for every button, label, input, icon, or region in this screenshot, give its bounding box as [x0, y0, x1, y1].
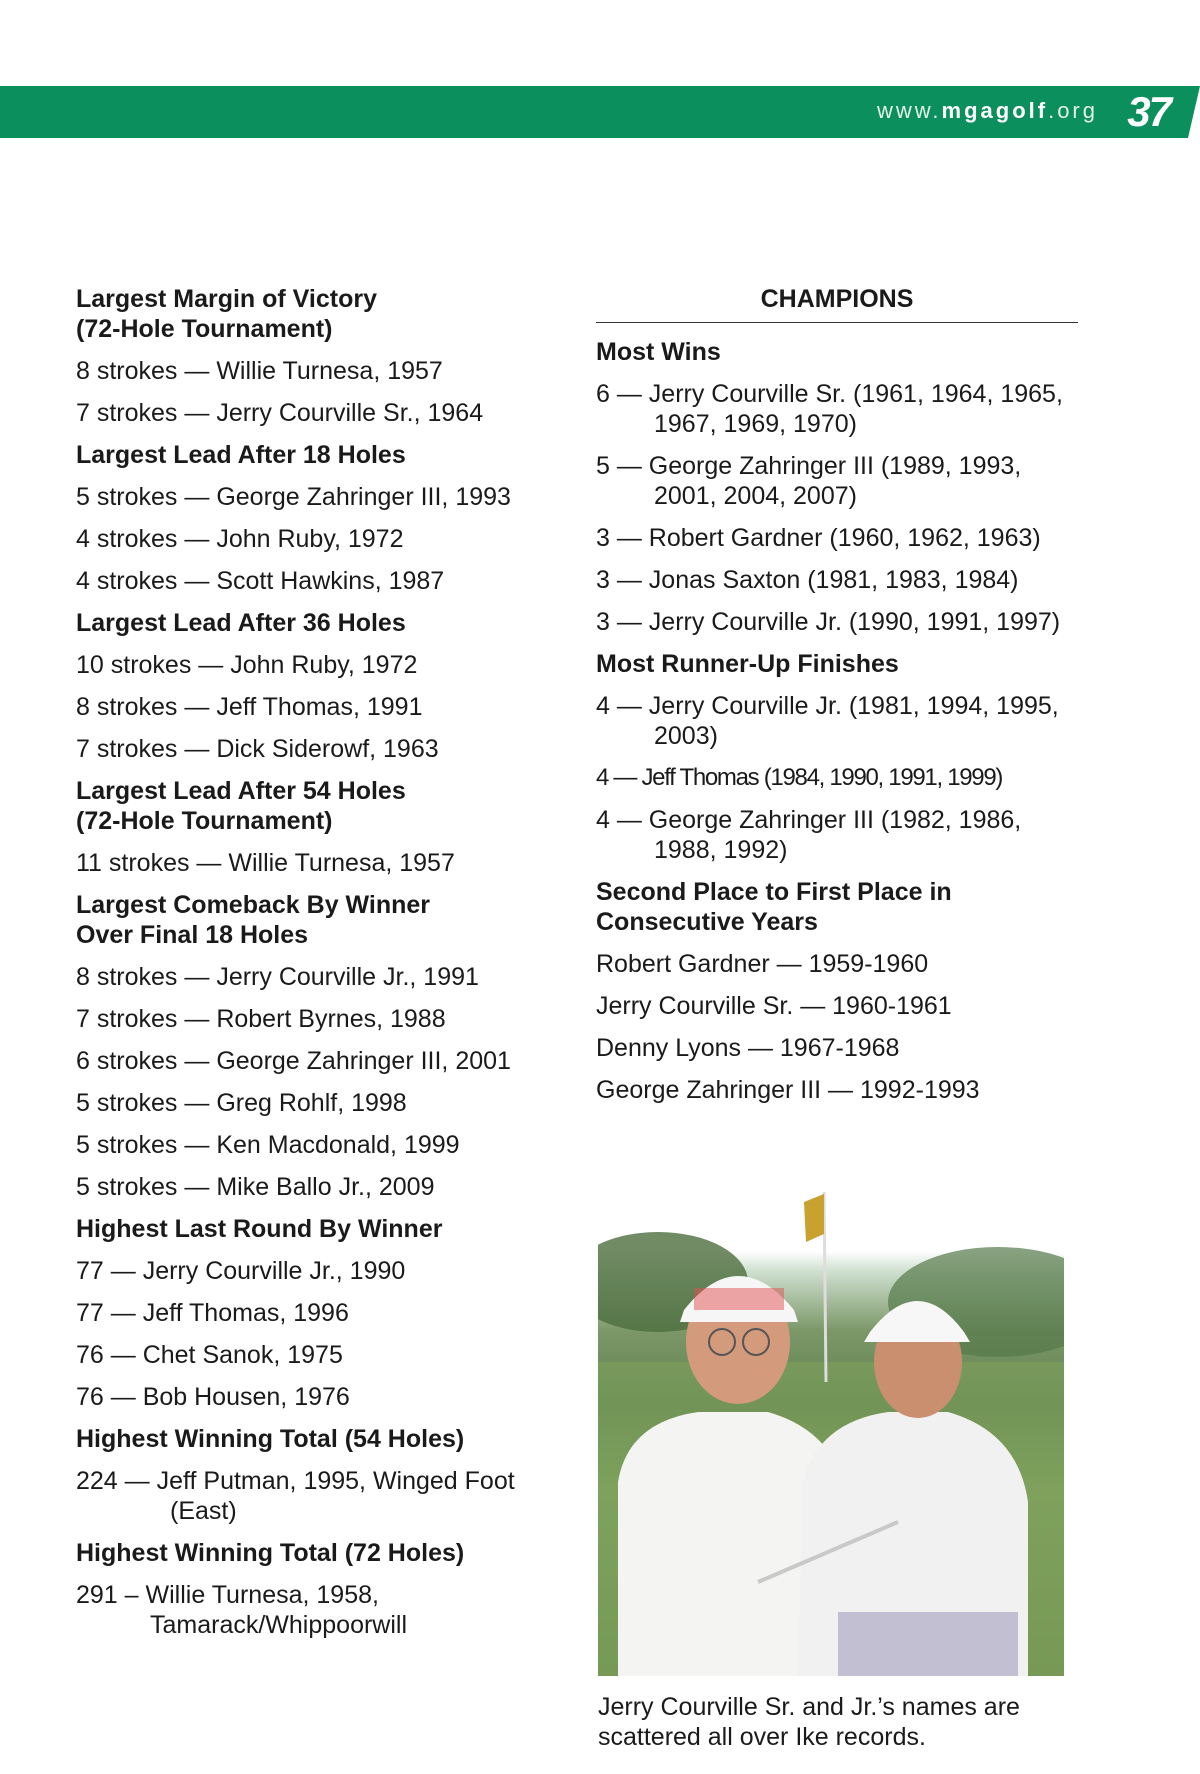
record-item: 7 strokes — Jerry Courville Sr., 1964 — [76, 399, 484, 427]
record-item: 8 strokes — Willie Turnesa, 1957 — [76, 357, 443, 385]
record-item: 8 strokes — Jeff Thomas, 1991 — [76, 693, 423, 721]
record-heading: Most Wins — [596, 338, 721, 366]
record-item: 77 — Jerry Courville Jr., 1990 — [76, 1257, 406, 1285]
left-records-column — [76, 284, 566, 1652]
record-item: Jerry Courville Sr. — 1960-1961 — [596, 992, 952, 1020]
record-item: 3 — Robert Gardner (1960, 1962, 1963) — [596, 524, 1041, 552]
url-suffix: .org — [1048, 98, 1098, 123]
record-item: 11 strokes — Willie Turnesa, 1957 — [76, 849, 455, 877]
record-heading: Highest Winning Total (54 Holes) — [76, 1425, 465, 1453]
champions-heading: CHAMPIONS — [596, 284, 1078, 323]
record-item: 4 — Jerry Courville Jr. (1981, 1994, 1995, 2003) — [596, 692, 1059, 750]
record-item: 8 strokes — Jerry Courville Jr., 1991 — [76, 963, 479, 991]
record-item: 4 strokes — John Ruby, 1972 — [76, 525, 404, 553]
record-item: 5 strokes — Mike Ballo Jr., 2009 — [76, 1173, 435, 1201]
record-item: 7 strokes — Robert Byrnes, 1988 — [76, 1005, 446, 1033]
site-url[interactable] — [877, 98, 1098, 124]
record-item: 5 strokes — Ken Macdonald, 1999 — [76, 1131, 460, 1159]
page-number: 37 — [1127, 88, 1170, 135]
record-item: George Zahringer III — 1992-1993 — [596, 1076, 980, 1104]
url-prefix: www. — [876, 98, 942, 123]
photo-caption: Jerry Courville Sr. and Jr.’s names are scattered all over Ike records. — [598, 1693, 1020, 1751]
record-item: 5 — George Zahringer III (1989, 1993, 2001, 2004, 2007) — [596, 452, 1022, 510]
record-item: 291 – Willie Turnesa, 1958, Tamarack/Whippoorwill — [76, 1581, 408, 1639]
record-heading: Most Runner-Up Finishes — [596, 650, 899, 678]
champions-entries — [596, 337, 1078, 1105]
courville-photo — [598, 1182, 1064, 1676]
record-heading: Largest Margin of Victory (72-Hole Tournament) — [76, 285, 377, 343]
record-heading: Largest Lead After 18 Holes — [76, 441, 406, 469]
record-heading: Highest Winning Total (72 Holes) — [76, 1539, 465, 1567]
record-item: Robert Gardner — 1959-1960 — [596, 950, 929, 978]
record-heading: Largest Comeback By Winner Over Final 18 Holes — [76, 891, 431, 949]
record-heading: Second Place to First Place in Consecutive Years — [596, 878, 952, 936]
record-item: 10 strokes — John Ruby, 1972 — [76, 651, 418, 679]
record-item: 3 — Jonas Saxton (1981, 1983, 1984) — [596, 566, 1019, 594]
record-item: 77 — Jeff Thomas, 1996 — [76, 1299, 349, 1327]
record-item: 5 strokes — Greg Rohlf, 1998 — [76, 1089, 407, 1117]
record-item: Denny Lyons — 1967-1968 — [596, 1034, 900, 1062]
record-heading: Highest Last Round By Winner — [76, 1215, 443, 1243]
record-item: 76 — Chet Sanok, 1975 — [76, 1341, 343, 1369]
record-heading: Largest Lead After 54 Holes (72-Hole Tournament) — [76, 777, 406, 835]
record-item: 6 — Jerry Courville Sr. (1961, 1964, 1965, 1967, 1969, 1970) — [596, 380, 1063, 438]
url-domain: mgagolf — [941, 98, 1049, 123]
golfers-photo-illustration — [598, 1182, 1064, 1676]
record-item: 7 strokes — Dick Siderowf, 1963 — [76, 735, 439, 763]
record-item: 4 — Jeff Thomas (1984, 1990, 1991, 1999) — [596, 764, 1003, 791]
record-item: 224 — Jeff Putman, 1995, Winged Foot (East) — [76, 1467, 515, 1525]
record-item: 3 — Jerry Courville Jr. (1990, 1991, 1997) — [596, 608, 1061, 636]
record-item: 76 — Bob Housen, 1976 — [76, 1383, 350, 1411]
record-item: 5 strokes — George Zahringer III, 1993 — [76, 483, 511, 511]
champions-column — [596, 284, 1078, 1117]
record-heading: Largest Lead After 36 Holes — [76, 609, 406, 637]
record-item: 4 — George Zahringer III (1982, 1986, 1988, 1992) — [596, 806, 1022, 864]
record-item: 6 strokes — George Zahringer III, 2001 — [76, 1047, 511, 1075]
record-item: 4 strokes — Scott Hawkins, 1987 — [76, 567, 445, 595]
